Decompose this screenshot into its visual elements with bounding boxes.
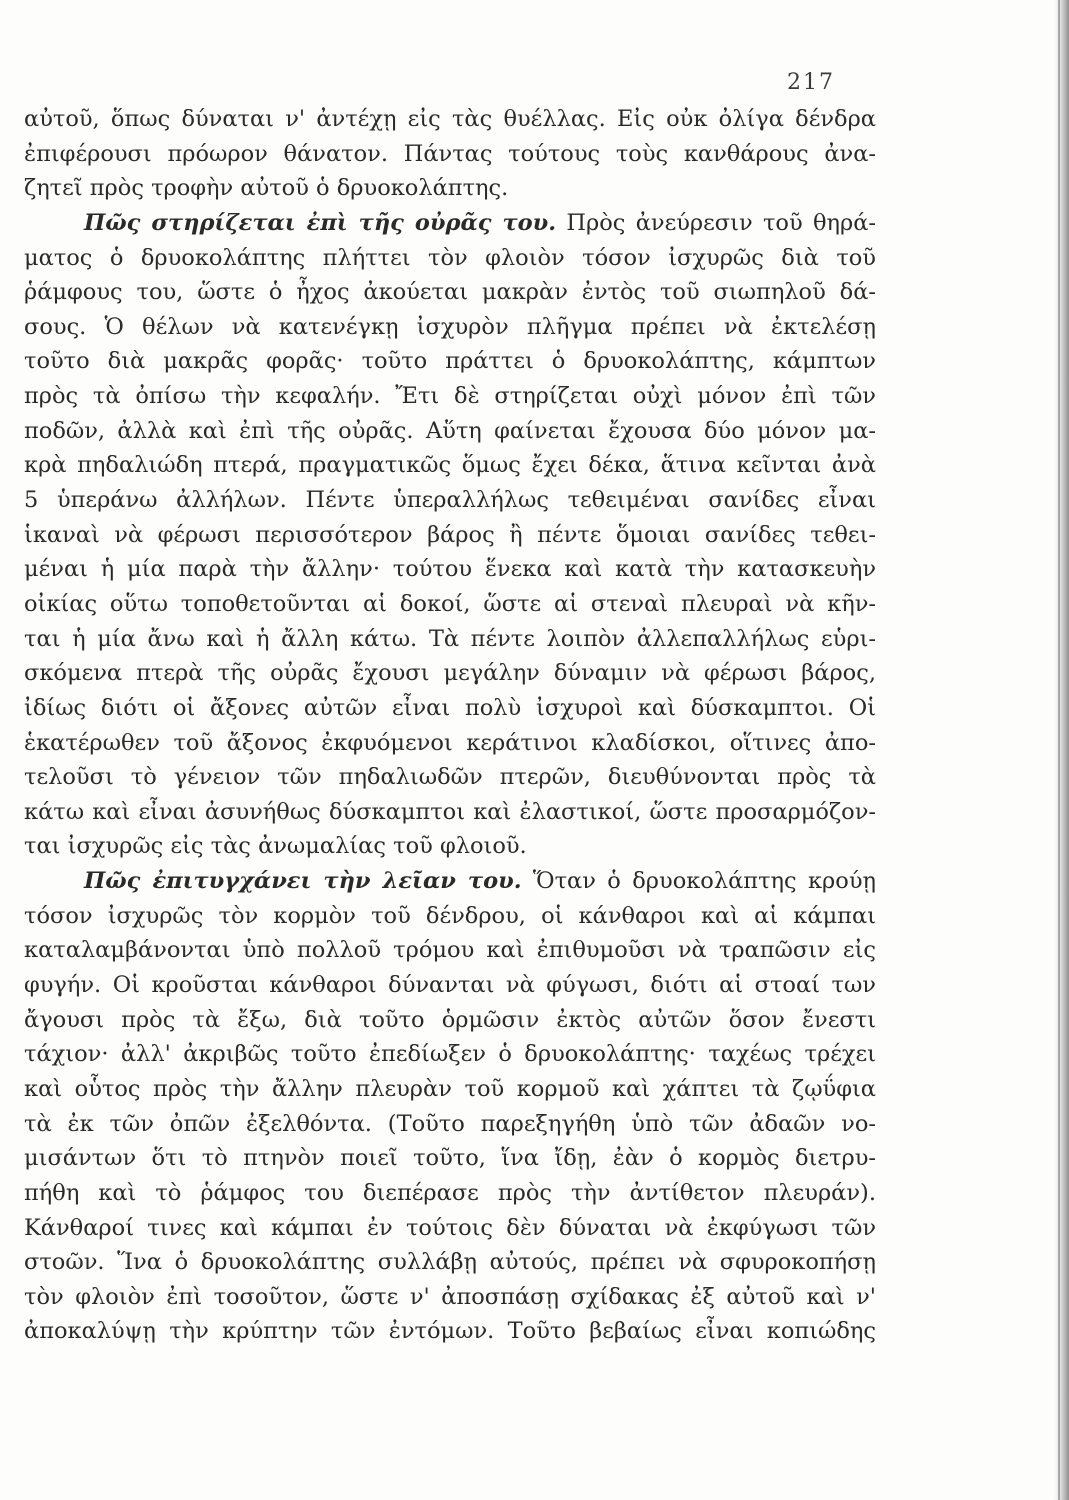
text-line: οἰκίας οὕτω τοποθετοῦνται αἱ δοκοί, ὥστε αἱ στεναὶ πλευραὶ νὰ κῆν- <box>24 590 876 617</box>
text-line: ἰδίως διότι οἱ ἄξονες αὐτῶν εἶναι πολὺ ἰσχυροὶ καὶ δύσκαμπτοι. Οἱ <box>24 694 876 721</box>
text-line-with-heading <box>24 864 876 899</box>
body-text <box>24 102 876 1349</box>
text-line: μισάντων ὅτι τὸ πτηνὸν ποιεῖ τοῦτο, ἵνα ἴδῃ, ἐὰν ὁ κορμὸς διετρυ- <box>24 1145 876 1172</box>
page-edge-line <box>1058 0 1060 1500</box>
text-line: κάτω καὶ εἶναι ἀσυνήθως δύσκαμπτοι καὶ ἐλαστικοί, ὥστε προσαρμόζον- <box>24 798 876 825</box>
text-line: καὶ οὗτος πρὸς τὴν ἄλλην πλευρὰν τοῦ κορμοῦ καὶ χάπτει τὰ ζῳΰφια <box>24 1075 876 1102</box>
text-line: τοῦτο διὰ μακρᾶς φορᾶς· τοῦτο πράττει ὁ δρυοκολάπτης, κάμπτων <box>24 348 876 375</box>
text-line: ματος ὁ δρυοκολάπτης πλήττει τὸν φλοιὸν τόσον ἰσχυρῶς διὰ τοῦ <box>24 244 876 271</box>
text-line: αὐτοῦ, ὅπως δύναται ν' ἀντέχῃ εἰς τὰς θυέλλας. Εἰς οὐκ ὀλίγα δένδρα <box>24 106 876 132</box>
page-edge-shadow <box>1053 0 1069 1500</box>
text-line-with-heading <box>24 206 876 241</box>
text-line: τάχιον· ἀλλ' ἀκριβῶς τοῦτο ἐπεδίωξεν ὁ δρυοκολάπτης· ταχέως τρέχει <box>24 1041 876 1068</box>
text-line: ἐπιφέρουσι πρόωρον θάνατον. Πάντας τούτους τοὺς κανθάρους ἀνα- <box>24 140 876 167</box>
text-line: στοῶν. Ἵνα ὁ δρυοκολάπτης συλλάβῃ αὐτούς, πρέπει νὰ σφυροκοπήσῃ <box>24 1249 876 1276</box>
text-line: τὰ ἐκ τῶν ὀπῶν ἐξελθόντα. (Τοῦτο παρεξηγήθη ὑπὸ τῶν ἀδαῶν νο- <box>24 1110 876 1137</box>
text-line: τελοῦσι τὸ γένειον τῶν πηδαλιωδῶν πτερῶν, διευθύνονται πρὸς τὰ <box>24 764 876 791</box>
heading-continuation: Πρὸς ἀνεύρεσιν τοῦ θηρά- <box>566 209 876 236</box>
text-line: ἱκαναὶ νὰ φέρωσι περισσότερον βάρος ἢ πέντε ὅμοιαι σανίδες τεθει- <box>24 521 876 548</box>
text-line: ζητεῖ πρὸς τροφὴν αὐτοῦ ὁ δρυοκολάπτης. <box>24 175 509 202</box>
text-line: 5 ὑπεράνω ἀλλήλων. Πέντε ὑπεραλλήλως τεθειμέναι σανίδες εἶναι <box>24 487 876 514</box>
text-line: τὸν φλοιὸν ἐπὶ τοσοῦτον, ὥστε ν' ἀποσπάσῃ σχίδακας ἐξ αὐτοῦ καὶ ν' <box>24 1283 876 1310</box>
text-line: σκόμενα πτερὰ τῆς οὐρᾶς ἔχουσι μεγάλην δύναμιν νὰ φέρωσι βάρος, <box>24 660 876 687</box>
text-line: ἄγουσι πρὸς τὰ ἔξω, διὰ τοῦτο ὁρμῶσιν ἐκτὸς αὐτῶν ὅσον ἔνεστι <box>24 1006 876 1033</box>
text-line: ἑκατέρωθεν τοῦ ἄξονος ἐκφυόμενοι κεράτινοι κλαδίσκοι, οἵτινες ἀπο- <box>24 729 876 756</box>
text-line: μέναι ἡ μία παρὰ τὴν ἄλλην· τούτου ἕνεκα καὶ κατὰ τὴν κατασκευὴν <box>24 556 876 583</box>
text-line: τόσον ἰσχυρῶς τὸν κορμὸν τοῦ δένδρου, οἱ κάνθαροι καὶ αἱ κάμπαι <box>24 902 876 929</box>
text-line: πήθη καὶ τὸ ῥάμφος του διεπέρασε πρὸς τὴν ἀντίθετον πλευράν). <box>24 1179 876 1206</box>
page-number: 217 <box>787 70 835 95</box>
text-line: πρὸς τὰ ὀπίσω τὴν κεφαλήν. Ἔτι δὲ στηρίζεται οὐχὶ μόνον ἐπὶ τῶν <box>24 383 876 410</box>
text-line: καταλαμβάνονται ὑπὸ πολλοῦ τρόμου καὶ ἐπιθυμοῦσι νὰ τραπῶσιν εἰς <box>24 937 876 964</box>
text-line: ποδῶν, ἀλλὰ καὶ ἐπὶ τῆς οὐρᾶς. Αὕτη φαίνεται ἔχουσα δύο μόνον μα- <box>24 417 876 444</box>
text-line: ἀποκαλύψῃ τὴν κρύπτην τῶν ἐντόμων. Τοῦτο βεβαίως εἶναι κοπιώδης <box>24 1318 876 1345</box>
text-line: ται ἰσχυρῶς εἰς τὰς ἀνωμαλίας τοῦ φλοιοῦ. <box>24 833 527 860</box>
text-line: φυγήν. Οἱ κροῦσται κάνθαροι δύνανται νὰ φύγωσι, διότι αἱ στοαί των <box>24 972 876 999</box>
text-line: Κάνθαροί τινες καὶ κάμπαι ἐν τούτοις δὲν δύναται νὰ ἐκφύγωσι τῶν <box>24 1214 876 1241</box>
text-line: ῥάμφους του, ὥστε ὁ ἦχος ἀκούεται μακρὰν ἐντὸς τοῦ σιωπηλοῦ δά- <box>24 279 876 306</box>
text-line: ται ἡ μία ἄνω καὶ ἡ ἄλλη κάτω. Τὰ πέντε λοιπὸν ἀλλεπαλλήλως εὑρι- <box>24 625 876 652</box>
text-line: σους. Ὁ θέλων νὰ κατενέγκῃ ἰσχυρὸν πλῆγμα πρέπει νὰ ἐκτελέσῃ <box>24 313 876 340</box>
text-line: κρὰ πηδαλιώδη πτερά, πραγματικῶς ὅμως ἔχει δέκα, ἅτινα κεῖνται ἀνὰ <box>24 452 876 479</box>
section-heading: Πῶς στηρίζεται ἐπὶ τῆς οὐρᾶς του. <box>84 209 557 236</box>
heading-continuation: Ὅταν ὁ δρυοκολάπτης κρούῃ <box>532 868 876 895</box>
section-heading: Πῶς ἐπιτυγχάνει τὴν λεῖαν του. <box>84 868 522 895</box>
